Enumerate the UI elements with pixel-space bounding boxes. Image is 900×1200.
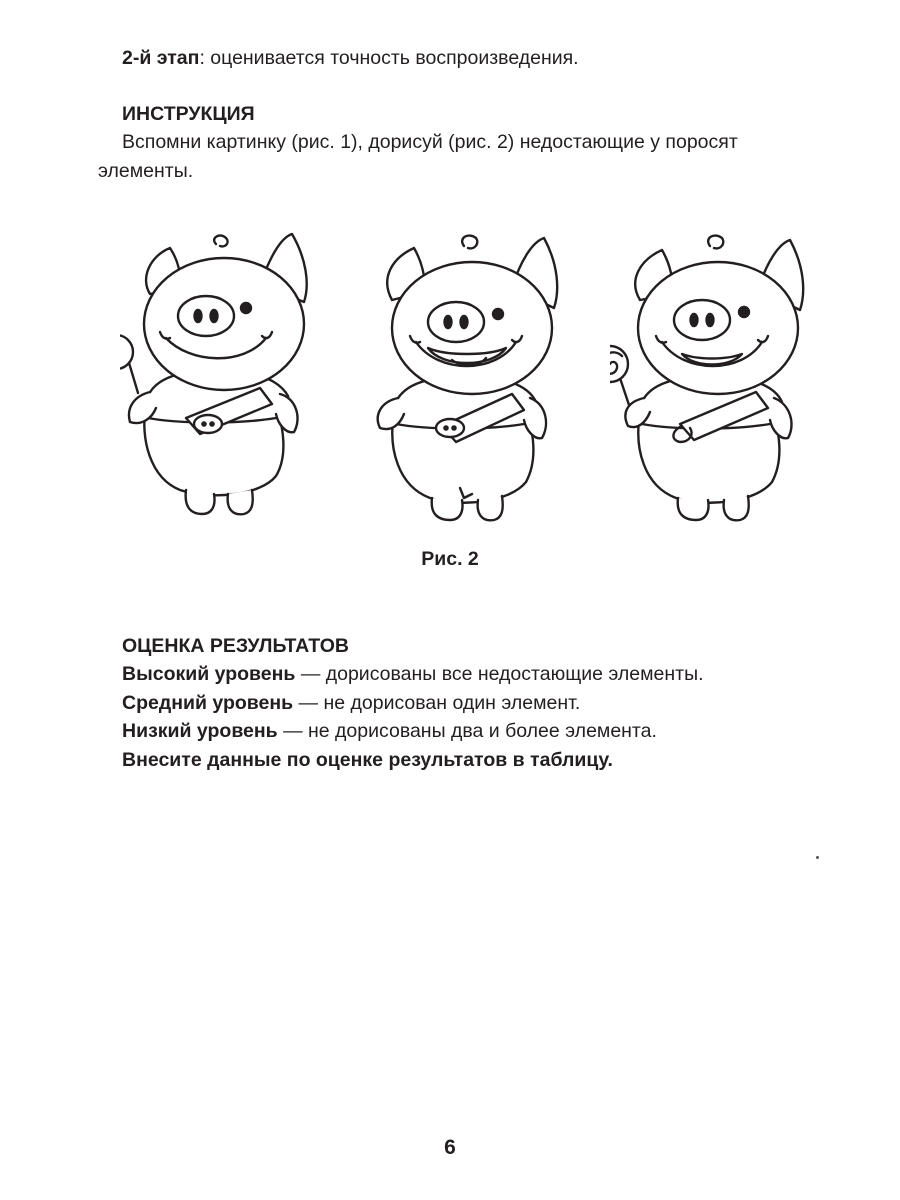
level-label: Высокий уровень [122,663,296,685]
instruction-heading: ИНСТРУКЦИЯ [122,103,255,125]
page-number: 6 [444,1136,456,1159]
instruction-line-2: элементы. [98,160,194,182]
figure-caption: Рис. 2 [421,548,479,570]
level-text: — дорисованы все недостающие элементы. [295,663,704,685]
level-label: Низкий уровень [122,720,278,742]
level-medium [122,689,580,717]
pig-figures [120,228,820,528]
level-low [122,717,657,745]
level-high [122,660,704,688]
pig-illustration [368,228,568,528]
stage-line [122,44,579,72]
level-label: Средний уровень [122,692,294,714]
level-text: — не дорисованы два и более элемента. [277,720,657,742]
evaluation-note: Внесите данные по оценке результатов в таблицу. [122,749,613,771]
stage-label: 2-й этап [122,47,200,69]
pig-illustration [610,228,820,528]
evaluation-heading: ОЦЕНКА РЕЗУЛЬТАТОВ [122,635,349,657]
level-text: — не дорисован один элемент. [293,692,581,714]
instruction-line-1: Вспомни картинку (рис. 1), дорисуй (рис. 2) недостающие у поросят [122,131,738,153]
pig-illustration [120,228,320,528]
stage-text: : оценивается точность воспроизведения. [199,47,579,69]
print-speck [816,856,819,859]
